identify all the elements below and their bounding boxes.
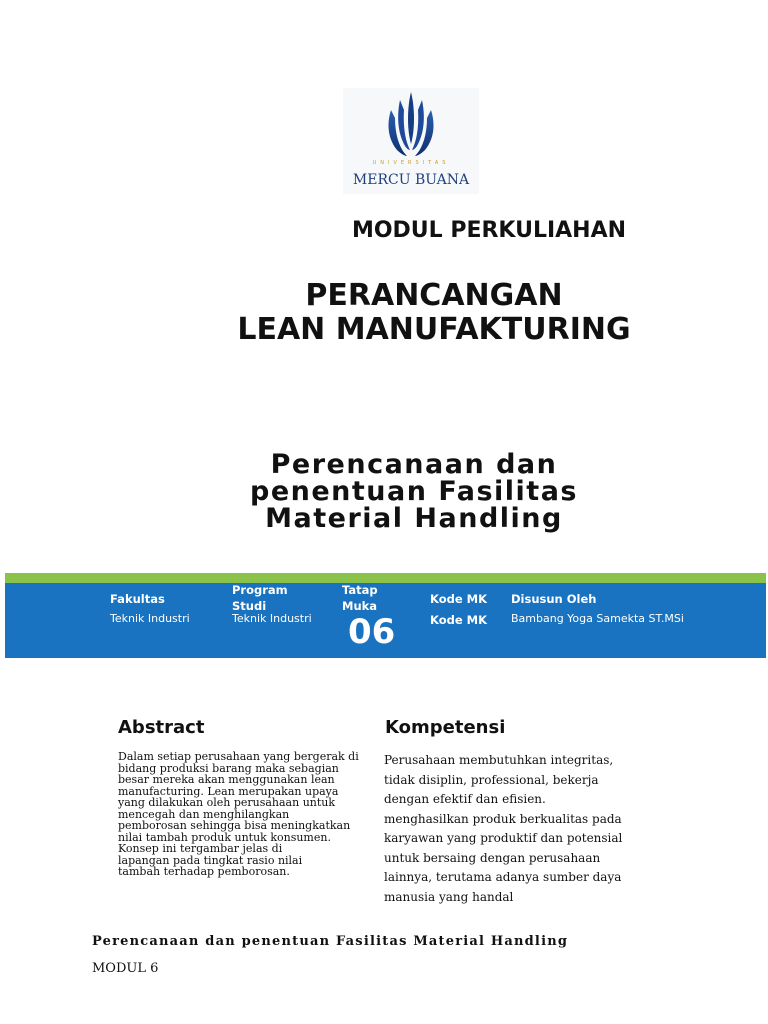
abstract-line: Dalam setiap perusahaan yang bergerak di [118,750,359,763]
kompetensi-line: untuk bersaing dengan perusahaan [384,850,601,865]
abstract-line: bidang produksi barang maka sebagian [118,761,339,775]
green-accent-bar [5,573,766,583]
kompetensi-line: tidak disiplin, professional, bekerja [384,772,599,787]
abstract-line: manufacturing. Lean merupakan upaya [118,784,339,798]
kode-mk-label: Kode MK [430,592,488,606]
kompetensi-line: lainnya, terutama adanya sumber daya [384,870,622,884]
abstract-line: nilai tambah produk untuk konsumen. [118,830,331,844]
tatap-muka-value: 06 [348,612,396,652]
kompetensi-body [384,751,636,907]
abstract-line: lapangan pada tingkat rasio nilai [118,853,303,867]
logo-university-name: MERCU BUANA [352,172,470,188]
kode-mk-label-2: Kode MK [430,613,488,627]
program-studi-label-line2: Studi [232,599,267,613]
program-studi-label-line1: Program [232,583,288,597]
kompetensi-line: dengan efektif dan efisien. [384,792,546,806]
module-subtitle-line1: Perencanaan dan [270,449,558,480]
abstract-line: Konsep ini tergambar jelas di [118,842,283,855]
kompetensi-line: menghasilkan produk berkualitas pada [384,811,622,826]
tatap-muka-label [342,582,378,614]
program-studi-label [232,582,288,614]
footer-modul-number: MODUL 6 [92,961,159,976]
abstract-body [118,751,364,878]
module-subtitle-line3: Material Handling [265,503,563,534]
module-subtitle-line2: penentuan Fasilitas [250,476,578,507]
course-title-line2: LEAN MANUFAKTURING [237,312,631,347]
kompetensi-line: karyawan yang produktif dan potensial [384,831,623,845]
program-studi-value: Teknik Industri [232,612,312,625]
abstract-line: yang dilakukan oleh perusahaan untuk [118,796,336,809]
tatap-muka-label-line2: Muka [342,599,378,613]
module-subtitle [180,451,648,532]
abstract-heading: Abstract [118,717,205,738]
logo-universitas-text: UNIVERSITAS [372,160,450,166]
kompetensi-heading: Kompetensi [385,717,506,738]
footer-title: Perencanaan dan penentuan Fasilitas Material Handling [92,934,569,949]
disusun-oleh-label: Disusun Oleh [511,592,597,606]
abstract-line: besar mereka akan menggunakan lean [118,773,335,786]
university-logo [343,88,479,194]
abstract-line: pemborosan sehingga bisa meningkatkan [118,819,351,832]
course-title-line1: PERANCANGAN [305,278,563,313]
abstract-line: tambah terhadap pemborosan. [118,865,290,878]
kompetensi-line: Perusahaan membutuhkan integritas, [384,753,614,767]
tatap-muka-label-line1: Tatap [342,583,378,597]
kompetensi-line: manusia yang handal [384,889,514,904]
logo-emblem-icon [343,88,479,160]
fakultas-value: Teknik Industri [110,612,190,625]
abstract-line: mencegah dan menghilangkan [118,807,290,821]
fakultas-label: Fakultas [110,592,165,606]
modul-label: MODUL PERKULIAHAN [351,218,627,243]
disusun-oleh-value: Bambang Yoga Samekta ST.MSi [511,612,684,625]
course-title [150,279,718,347]
